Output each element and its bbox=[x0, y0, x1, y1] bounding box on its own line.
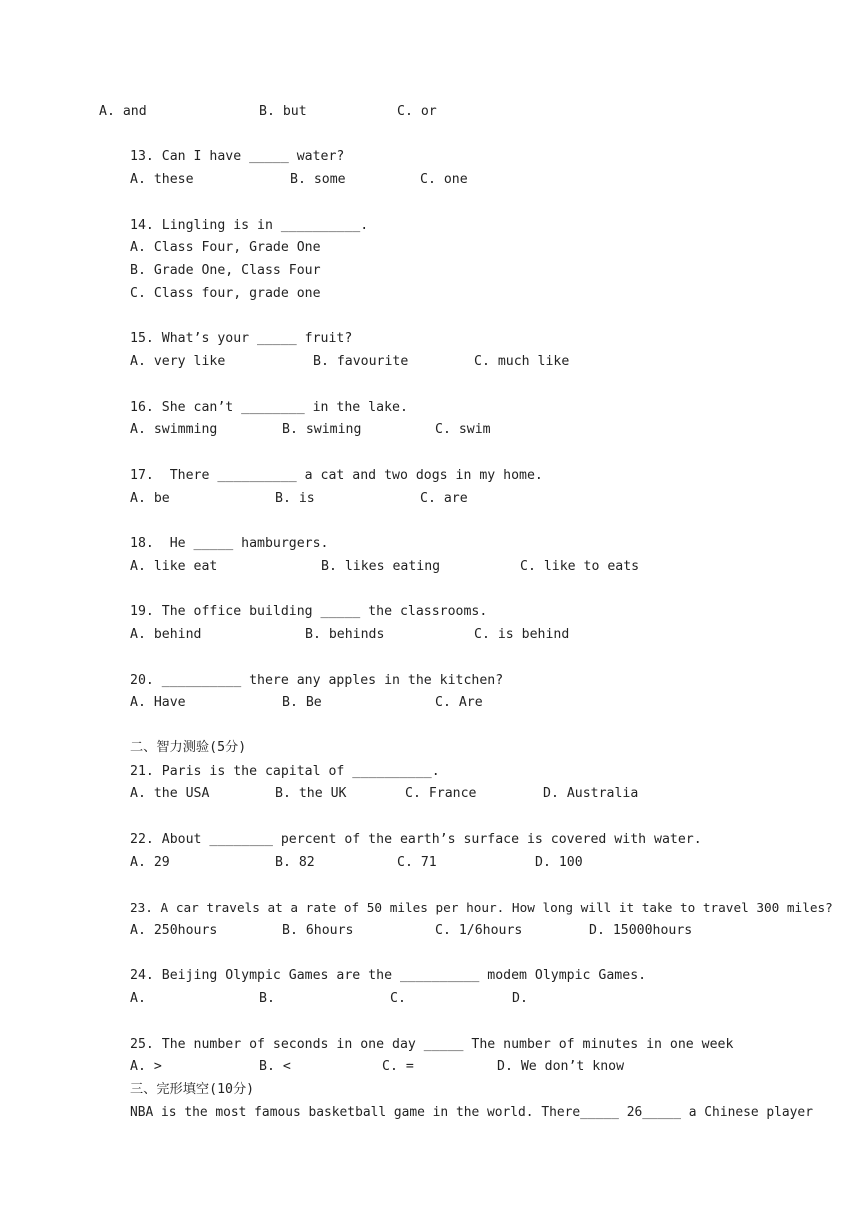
option-a: A. be bbox=[130, 491, 170, 506]
question-stem: 20. __________ there any apples in the kitchen? bbox=[130, 673, 504, 688]
option-d: D. 15000hours bbox=[589, 923, 693, 938]
question-stem: 14. Lingling is in __________. bbox=[130, 218, 369, 233]
option-b: B. but bbox=[259, 104, 307, 119]
option-a: A. Class Four, Grade One bbox=[130, 240, 321, 255]
option-d: D. Australia bbox=[543, 786, 639, 801]
option-b: B. < bbox=[259, 1059, 291, 1074]
option-a: A. > bbox=[130, 1059, 162, 1074]
option-b: B. swiming bbox=[282, 422, 362, 437]
option-d: D. We don’t know bbox=[497, 1059, 625, 1074]
option-a: A. very like bbox=[130, 354, 226, 369]
question-stem: 18. He _____ hamburgers. bbox=[130, 536, 329, 551]
option-a: A. bbox=[130, 991, 146, 1006]
option-d: D. 100 bbox=[535, 855, 583, 870]
option-c: C. 71 bbox=[397, 855, 437, 870]
question-stem: 19. The office building _____ the classrooms. bbox=[130, 604, 488, 619]
section-heading: 三、完形填空(10分) bbox=[130, 1082, 255, 1097]
question-stem: 16. She can’t ________ in the lake. bbox=[130, 400, 408, 415]
option-b: B. likes eating bbox=[321, 559, 441, 574]
option-b: B. is bbox=[275, 491, 315, 506]
option-a: A. swimming bbox=[130, 422, 218, 437]
option-a: A. like eat bbox=[130, 559, 218, 574]
option-a: A. 29 bbox=[130, 855, 170, 870]
option-b: B. 6hours bbox=[282, 923, 354, 938]
option-a: A. the USA bbox=[130, 786, 210, 801]
option-b: B. behinds bbox=[305, 627, 385, 642]
option-c: C. swim bbox=[435, 422, 491, 437]
option-c: C. like to eats bbox=[520, 559, 640, 574]
option-b: B. some bbox=[290, 172, 346, 187]
option-a: A. these bbox=[130, 172, 194, 187]
option-b: B. favourite bbox=[313, 354, 409, 369]
option-c: C. = bbox=[382, 1059, 414, 1074]
option-a: A. behind bbox=[130, 627, 202, 642]
option-d: D. bbox=[512, 991, 528, 1006]
cloze-passage: NBA is the most famous basketball game in the world. There_____ 26_____ a Chinese player bbox=[130, 1105, 813, 1120]
option-c: C. Class four, grade one bbox=[130, 286, 321, 301]
question-stem: 15. What’s your _____ fruit? bbox=[130, 331, 353, 346]
question-stem: 13. Can I have _____ water? bbox=[130, 149, 345, 164]
question-stem: 24. Beijing Olympic Games are the __________ modem Olympic Games. bbox=[130, 968, 647, 983]
option-b: B. the UK bbox=[275, 786, 347, 801]
option-b: B. 82 bbox=[275, 855, 315, 870]
option-a: A. Have bbox=[130, 695, 186, 710]
option-a: A. 250hours bbox=[130, 923, 218, 938]
option-b: B. Be bbox=[282, 695, 322, 710]
option-c: C. or bbox=[397, 104, 437, 119]
question-stem: 23. A car travels at a rate of 50 miles per hour. How long will it take to travel 300 miles? bbox=[130, 900, 833, 915]
option-a: A. and bbox=[99, 104, 147, 119]
question-stem: 21. Paris is the capital of __________. bbox=[130, 764, 440, 779]
option-c: C. Are bbox=[435, 695, 483, 710]
option-c: C. is behind bbox=[474, 627, 570, 642]
option-c: C. are bbox=[420, 491, 468, 506]
question-stem: 25. The number of seconds in one day _____ The number of minutes in one week bbox=[130, 1037, 734, 1052]
option-c: C. France bbox=[405, 786, 477, 801]
option-c: C. 1/6hours bbox=[435, 923, 523, 938]
question-stem: 17. There __________ a cat and two dogs in my home. bbox=[130, 468, 543, 483]
option-b: B. bbox=[259, 991, 275, 1006]
question-stem: 22. About ________ percent of the earth’s surface is covered with water. bbox=[130, 832, 702, 847]
option-b: B. Grade One, Class Four bbox=[130, 263, 321, 278]
option-c: C. one bbox=[420, 172, 468, 187]
option-c: C. much like bbox=[474, 354, 570, 369]
option-c: C. bbox=[390, 991, 406, 1006]
section-heading: 二、智力测验(5分) bbox=[130, 740, 247, 755]
